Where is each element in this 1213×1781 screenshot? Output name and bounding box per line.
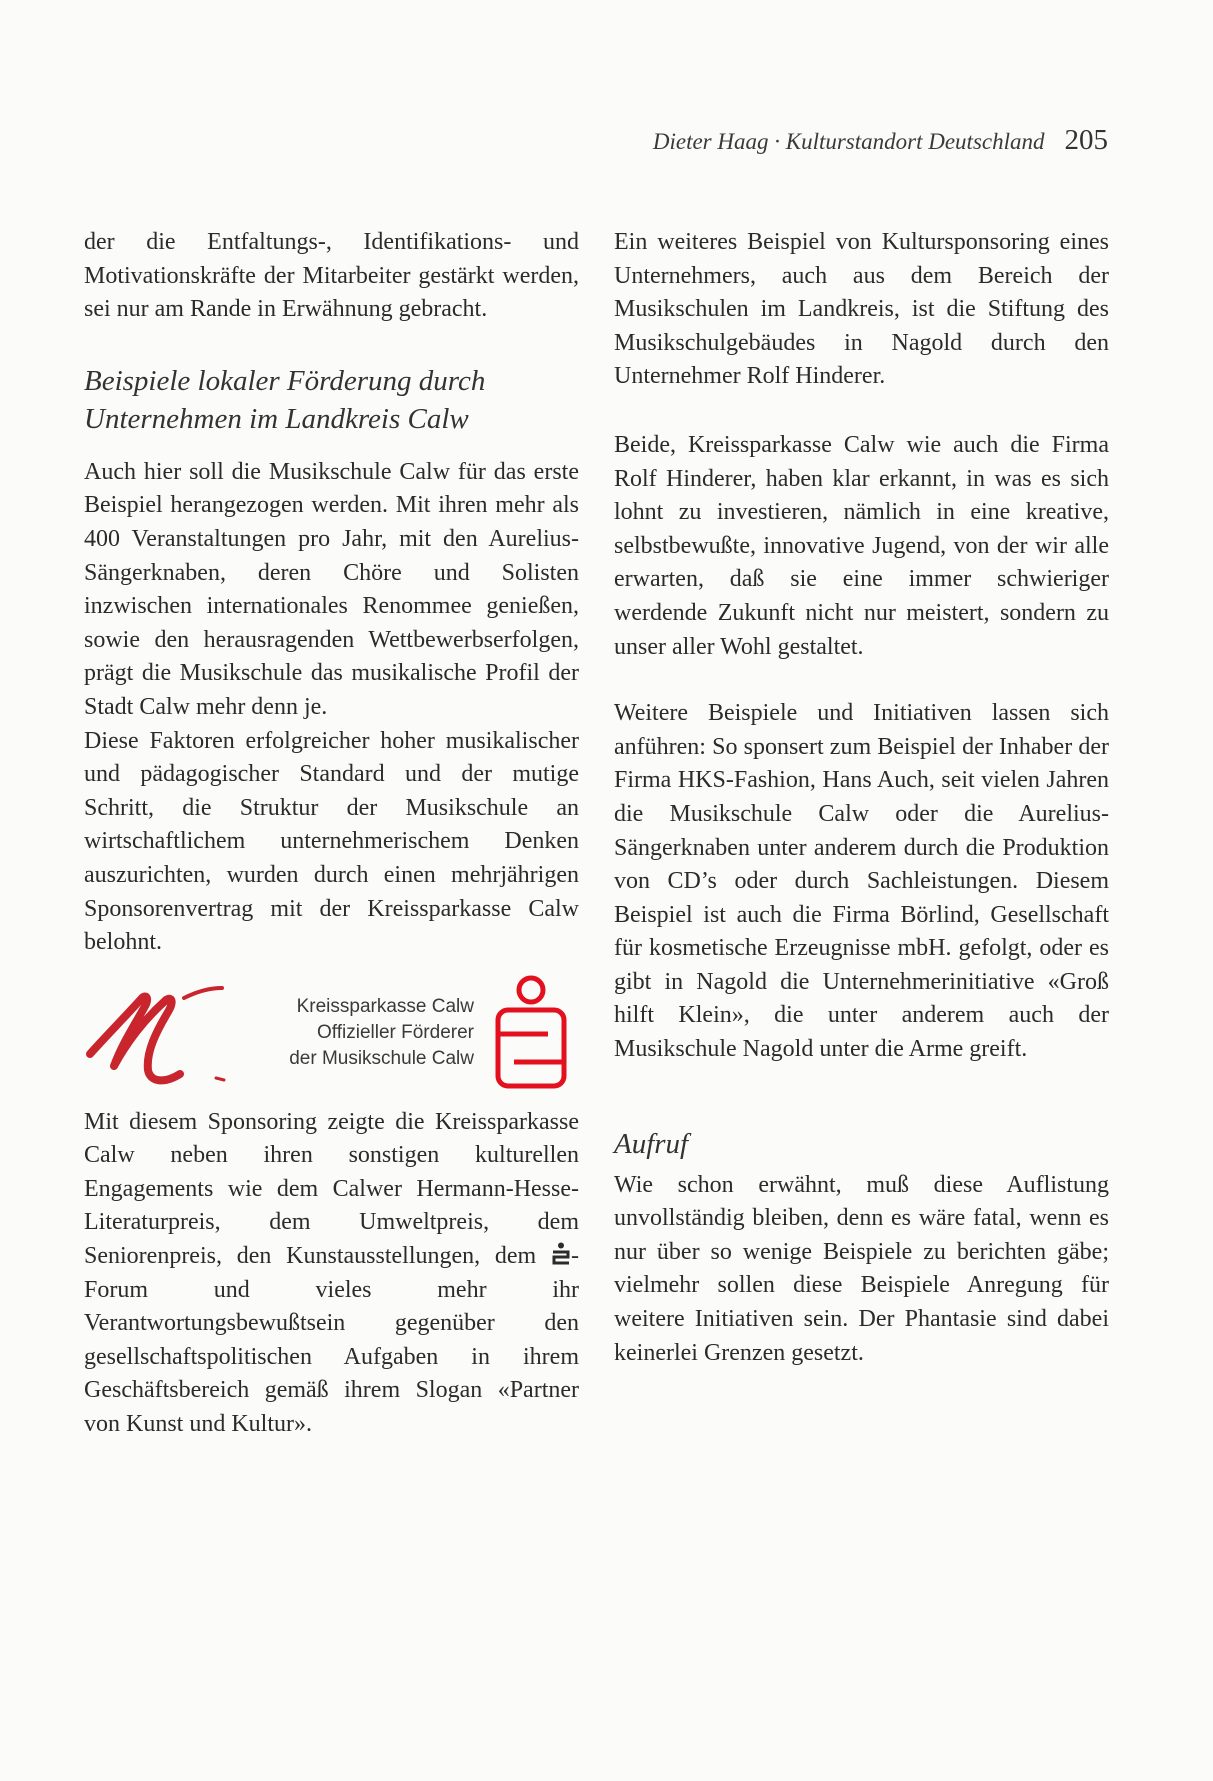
paragraph: Wie schon erwähnt, muß diese Auflistung unvollständig bleiben, denn es wäre fatal, wenn es nur über so wenige Beispiele zu berichten gäbe; vielmehr sollen diese Beispiele Anregung für weitere Initiativen sein. Der Phantasie sind dabei keinerlei Grenzen gesetzt. — [614, 1171, 1109, 1366]
advert-line: der Musikschule Calw — [289, 1047, 474, 1069]
sparkasse-logo-icon — [488, 974, 574, 1092]
text-run: Mit diesem Sponsoring zeigte die Kreissparkasse Calw neben ihren sonstigen kulturellen Engagements wie dem Calwer Hermann-Hesse-Literaturpreis, dem Umweltpreis, dem Seniorenpreis, den Kunstausstellungen, dem — [84, 1108, 579, 1270]
paragraph: der die Entfaltungs-, Identifikations- und Motivationskräfte der Mitarbeiter gestärkt werden, sei nur am Rande in Erwähnung gebracht. — [84, 229, 579, 323]
sparkasse-s-icon — [551, 1242, 571, 1266]
paragraph: Weitere Beispiele und Initiativen lassen sich anführen: So sponsert zum Beispiel der Inhaber der Firma HKS-Fashion, Hans Auch, seit vielen Jahren die Musikschule Calw oder die Aurelius-Sängerknaben unter anderem durch die Produktion von CD’s oder durch Sachleistungen. Diesem Beispiel ist auch die Firma Börlind, Gesellschaft für kosmetische Erzeugnisse mbH. gefolgt, oder es gibt in Nagold die Unternehmerinitiative «Groß hilft Klein», die unter anderem auch der Musikschule Nagold unter die Arme greift. — [614, 700, 1109, 1063]
paragraph: Beide, Kreissparkasse Calw wie auch die Firma Rolf Hinderer, haben klar erkannt, in was es sich lohnt zu investieren, nämlich in eine kreative, selbstbewußte, innovative Jugend, von der wir alle erwarten, daß sie eine immer schwieriger werdende Zukunft nicht nur meistert, sondern zu unser aller Wohl gestaltet. — [614, 431, 1109, 660]
page-number: 205 — [1064, 124, 1108, 156]
section-heading: Beispiele lokaler Förderung durch Unternehmen im Landkreis Calw — [84, 364, 486, 435]
right-column — [614, 226, 1109, 1370]
paragraph: Ein weiteres Beispiel von Kultursponsoring eines Unternehmers, auch aus dem Bereich der Musikschulen im Landkreis, ist die Stiftung des Musikschulgebäudes in Nagold durch den Unternehmer Rolf Hinderer. — [614, 229, 1109, 390]
sponsor-advert — [84, 974, 579, 1092]
section-heading: Aufruf — [614, 1127, 689, 1160]
paragraph: Diese Faktoren erfolgreicher hoher musikalischer und pädagogischer Standard und der mutige Schritt, die Struktur der Musikschule an wirtschaftlichem unternehmerischem Denken auszurichten, wurden durch einen mehrjährigen Sponsorenvertrag mit der Kreissparkasse Calw belohnt. — [84, 727, 579, 956]
advert-text — [246, 994, 474, 1072]
advert-line: Offizieller Förderer — [317, 1021, 474, 1043]
paragraph: Auch hier soll die Musikschule Calw für das erste Beispiel herangezogen werden. Mit ihren mehr als 400 Veranstaltungen pro Jahr, mit den Aurelius-Sängerknaben, deren Chöre und Solisten inzwischen internationales Renommee genießen, sowie den herausragenden Wettbewerbserfolgen, prägt die Musikschule das musikalische Profil der Stadt Calw mehr denn je. — [84, 458, 579, 720]
musikschule-logo-icon — [84, 974, 244, 1092]
text-run: -Forum und vieles mehr ihr Verantwortungsbewußtsein gegenüber den gesellschaftspolitischen Aufgaben in ihrem Geschäftsbereich gemäß ihrem Slogan «Partner von Kunst und Kultur». — [84, 1243, 579, 1438]
running-head: Dieter Haag · Kulturstandort Deutschland — [652, 129, 1045, 154]
page-header — [653, 124, 1108, 157]
advert-line: Kreissparkasse Calw — [296, 995, 474, 1017]
left-column — [84, 226, 579, 1442]
paragraph — [84, 1106, 579, 1442]
